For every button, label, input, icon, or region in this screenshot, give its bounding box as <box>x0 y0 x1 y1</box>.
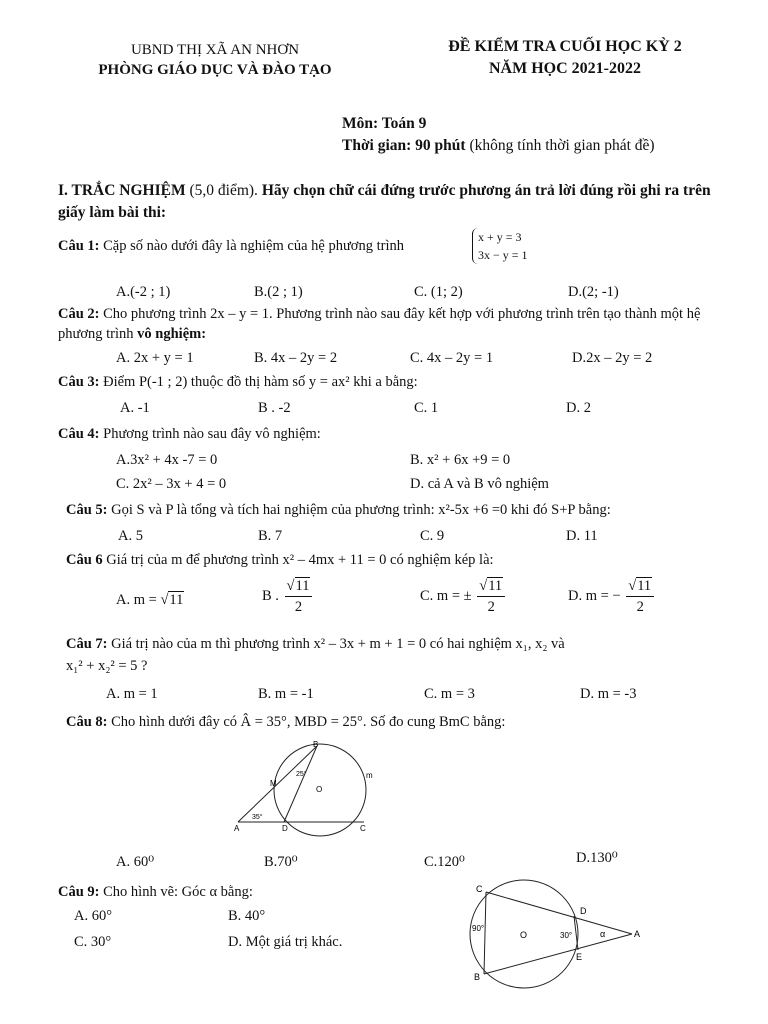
q8-label-o: O <box>316 785 323 794</box>
q7-option-d: D. m = -3 <box>580 686 637 702</box>
q8-option-c: C.120⁰ <box>424 854 465 870</box>
q6-option-a <box>116 590 184 610</box>
question-3 <box>58 372 418 392</box>
q2-option-b: B. 4x – 2y = 2 <box>254 350 338 366</box>
q8-figure <box>222 738 382 842</box>
q3-option-b: B . -2 <box>258 400 291 416</box>
q1-label: Câu 1: <box>58 238 100 254</box>
header-left <box>60 40 370 80</box>
sqrt-icon: √ <box>479 578 488 594</box>
question-7 <box>66 634 565 654</box>
question-9 <box>58 882 253 902</box>
q1-option-d: D.(2; -1) <box>568 284 619 300</box>
q7-option-c: C. m = 3 <box>424 686 475 702</box>
q6-b-prefix: B . <box>262 587 279 604</box>
q9-label-o: O <box>520 930 528 940</box>
q8-label-d: D <box>282 824 288 833</box>
q2-emphasis: vô nghiệm: <box>137 326 207 342</box>
q9-option-b: B. 40° <box>228 908 266 924</box>
q2-option-d: D.2x – 2y = 2 <box>572 350 653 366</box>
q8-label-arc-m: m <box>366 771 373 780</box>
q7-option-b: B. m = -1 <box>258 686 314 702</box>
q4-option-a: A.3x² + 4x -7 = 0 <box>116 452 218 468</box>
q8-label-c: C <box>360 824 366 833</box>
q6-a-prefix: A. m = <box>116 592 157 608</box>
q8-text: Cho hình dưới đây có Â = 35°, MBD = 25°. Số đo cung BmC bằng: <box>111 714 506 730</box>
q6-b-radicand: 11 <box>295 578 310 594</box>
q6-c-fraction <box>477 576 505 617</box>
q6-c-denominator: 2 <box>487 599 495 615</box>
header-right <box>400 36 730 80</box>
q8-label: Câu 8: <box>66 714 108 730</box>
q9-line-ba <box>484 934 632 974</box>
q8-line-ab <box>238 746 317 822</box>
q6-d-fraction <box>626 576 654 617</box>
q5-option-b: B. 7 <box>258 528 283 544</box>
q6-b-denominator: 2 <box>294 599 303 615</box>
sqrt-icon: √ <box>160 592 169 608</box>
q8-angle-b: 25° <box>296 771 307 778</box>
q5-label: Câu 5: <box>66 502 108 518</box>
section-instruction: Hãy chọn chữ cái đứng trước phương án trả lời đúng rồi ghi ra trên giấy làm bài thi: <box>58 182 711 221</box>
q9-label-e: E <box>576 952 583 962</box>
q6-c-radicand: 11 <box>488 578 503 594</box>
q8-label-b: B <box>313 740 319 749</box>
question-1 <box>58 236 404 256</box>
q9-label-d: D <box>580 906 587 916</box>
school-year: NĂM HỌC 2021-2022 <box>489 60 641 77</box>
q1-eq2: 3x − y = 1 <box>478 248 528 262</box>
q8-option-d: D.130⁰ <box>576 850 618 866</box>
q7-text-line2: x₁² + x₂² = 5 ? <box>66 658 148 674</box>
q9-option-c: C. 30° <box>74 934 112 950</box>
q6-b-fraction <box>285 576 313 617</box>
q9-option-d: D. Một giá trị khác. <box>228 934 343 950</box>
department-name: PHÒNG GIÁO DỤC VÀ ĐÀO TẠO <box>98 62 332 78</box>
question-4 <box>58 424 321 444</box>
q9-angle-alpha: α <box>600 929 606 939</box>
q6-d-radicand: 11 <box>637 578 652 594</box>
q9-angle-90: 90° <box>472 924 485 933</box>
section-heading <box>58 180 718 224</box>
q2-text: Cho phương trình 2x – y = 1. Phương trình nào sau đây kết hợp với phương trình trên tạo thành một hệ phương trình <box>58 306 701 342</box>
q1-option-c: C. (1; 2) <box>414 284 463 300</box>
q8-angle-a: 35° <box>252 814 263 821</box>
question-5 <box>66 500 611 520</box>
q6-option-c <box>420 576 507 617</box>
section-title: I. TRẮC NGHIỆM <box>58 182 186 199</box>
q8-label-m: M <box>270 779 277 788</box>
q9-angle-30: 30° <box>560 931 573 940</box>
q2-label: Câu 2: <box>58 306 100 322</box>
q6-option-b <box>262 576 314 617</box>
q5-option-d: D. 11 <box>566 528 598 544</box>
q1-system <box>472 228 528 264</box>
q4-text: Phương trình nào sau đây vô nghiệm: <box>103 426 321 442</box>
question-2 <box>58 304 714 344</box>
q9-line-ca <box>486 892 632 934</box>
time-note: (không tính thời gian phát đề) <box>469 137 655 154</box>
q6-text: Giá trị của m để phương trình x² – 4mx + 11 = 0 có nghiệm kép là: <box>106 552 494 568</box>
q5-text: Gọi S và P là tổng và tích hai nghiệm của phương trình: x²-5x +6 =0 khi đó S+P bằng: <box>111 502 611 518</box>
time-bold: Thời gian: 90 phút <box>342 137 466 154</box>
q6-d-prefix: D. m = − <box>568 587 621 604</box>
q8-label-a: A <box>234 824 240 833</box>
q6-label: Câu 6 <box>66 552 103 568</box>
section-points: (5,0 điểm). <box>189 182 258 199</box>
q7-text: Giá trị nào của m thì phương trình x² – 3x + m + 1 = 0 có hai nghiệm x₁, x₂ và <box>111 636 565 652</box>
q9-line-cb <box>484 892 486 974</box>
q8-option-b: B.70⁰ <box>264 854 298 870</box>
q6-c-prefix: C. m = ± <box>420 587 472 604</box>
question-8 <box>66 712 505 732</box>
q9-text: Cho hình vẽ: Góc α bằng: <box>103 884 253 900</box>
q4-label: Câu 4: <box>58 426 100 442</box>
q7-option-a: A. m = 1 <box>106 686 158 702</box>
q1-eq1: x + y = 3 <box>478 230 522 244</box>
q6-d-denominator: 2 <box>636 599 644 615</box>
q9-figure <box>462 870 662 990</box>
q9-label-c: C <box>476 884 483 894</box>
q1-text: Cặp số nào dưới đây là nghiệm của hệ phương trình <box>103 238 404 254</box>
q4-option-c: C. 2x² – 3x + 4 = 0 <box>116 476 227 492</box>
q6-option-d <box>568 576 656 617</box>
q2-option-a: A. 2x + y = 1 <box>116 350 194 366</box>
q1-option-a: A.(-2 ; 1) <box>116 284 171 300</box>
sqrt-icon: √ <box>628 578 637 594</box>
q3-option-c: C. 1 <box>414 400 439 416</box>
q4-option-b: B. x² + 6x +9 = 0 <box>410 452 511 468</box>
q3-text: Điểm P(-1 ; 2) thuộc đồ thị hàm số y = ax² khi a bằng: <box>103 374 418 390</box>
q9-label-b: B <box>474 972 481 982</box>
district-name: UBND THỊ XÃ AN NHƠN <box>130 42 300 58</box>
q1-option-b: B.(2 ; 1) <box>254 284 303 300</box>
question-6 <box>66 550 494 570</box>
sqrt-icon: √ <box>286 578 295 594</box>
q8-option-a: A. 60⁰ <box>116 854 155 870</box>
q3-option-a: A. -1 <box>120 400 150 416</box>
q2-option-c: C. 4x – 2y = 1 <box>410 350 494 366</box>
q3-option-d: D. 2 <box>566 400 591 416</box>
q5-option-a: A. 5 <box>118 528 143 544</box>
q7-label: Câu 7: <box>66 636 108 652</box>
q6-a-radicand: 11 <box>169 592 184 608</box>
q4-option-d: D. cả A và B vô nghiệm <box>410 476 549 492</box>
q9-option-a: A. 60° <box>74 908 113 924</box>
time-line <box>342 136 655 156</box>
q9-label-a: A <box>634 929 641 939</box>
subject: Môn: Toán 9 <box>342 115 427 132</box>
q8-line-bd <box>284 746 317 822</box>
q9-label: Câu 9: <box>58 884 100 900</box>
q3-label: Câu 3: <box>58 374 100 390</box>
q5-option-c: C. 9 <box>420 528 445 544</box>
exam-title: ĐỀ KIỂM TRA CUỐI HỌC KỲ 2 <box>448 38 682 55</box>
